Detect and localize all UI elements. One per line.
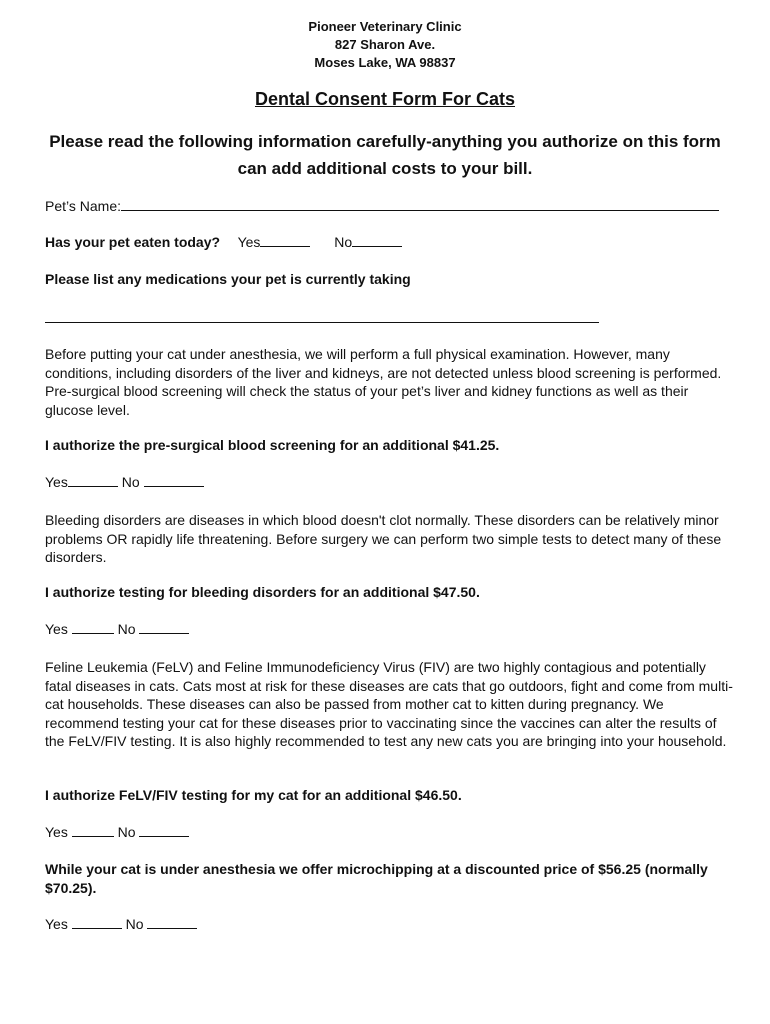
pet-name-field[interactable] <box>121 198 719 211</box>
medications-field[interactable] <box>45 310 599 323</box>
bleeding-disorders-text: Bleeding disorders are diseases in which blood doesn't clot normally. These disorders can be relatively minor problems OR rapidly life threatening. Before surgery we can perform two simple tests to detect many of these disorders. <box>45 512 722 565</box>
microchip-yes-field[interactable] <box>72 916 122 929</box>
bleeding-disorders-authorize: I authorize testing for bleeding disorders for an additional $47.50. <box>45 584 480 600</box>
eaten-no-field[interactable] <box>352 234 402 247</box>
microchip-no-label: No <box>125 916 144 932</box>
microchip-yes-label: Yes <box>45 916 68 932</box>
blood-screening-authorize: I authorize the pre-surgical blood screening for an additional $41.25. <box>45 437 500 453</box>
microchip-offer: While your cat is under anesthesia we offer microchipping at a discounted price of $56.25 (normally $70.25). <box>45 861 708 896</box>
clinic-city: Moses Lake, WA 98837 <box>314 55 456 70</box>
microchip-choice-row <box>45 916 197 932</box>
eaten-today-row <box>45 234 402 250</box>
medications-row <box>45 310 599 326</box>
bleeding-no-label: No <box>117 621 136 637</box>
blood-screening-no-label: No <box>121 474 140 490</box>
blood-screening-no-field[interactable] <box>144 474 204 487</box>
felv-yes-label: Yes <box>45 824 68 840</box>
clinic-address: 827 Sharon Ave. <box>334 37 436 52</box>
felv-no-field[interactable] <box>139 824 189 837</box>
bleeding-choice-row <box>45 621 189 637</box>
eaten-question: Has your pet eaten today? <box>45 234 221 250</box>
eaten-yes-label: Yes <box>237 234 261 250</box>
bleeding-yes-label: Yes <box>45 621 68 637</box>
blood-screening-yes-label: Yes <box>45 474 68 490</box>
pet-name-label: Pet’s Name: <box>45 198 121 214</box>
felv-fiv-authorize: I authorize FeLV/FIV testing for my cat for an additional $46.50. <box>45 787 462 803</box>
eaten-yes-field[interactable] <box>260 234 310 247</box>
clinic-header <box>0 18 770 72</box>
clinic-name: Pioneer Veterinary Clinic <box>308 19 462 34</box>
felv-no-label: No <box>117 824 136 840</box>
blood-screening-text: Before putting your cat under anesthesia, we will perform a full physical examination. However, many conditions, including disorders of the liver and kidneys, are not detected unless blood screening is performed. Pre-surgical blood screening will check the status of your pet’s liver and kidney functions as well as their glucose level. <box>45 346 722 418</box>
form-title: Dental Consent Form For Cats <box>254 89 516 109</box>
felv-fiv-text: Feline Leukemia (FeLV) and Feline Immunodeficiency Virus (FIV) are two highly contagious and potentially fatal diseases in cats. Cats most at risk for these diseases are cats that go outdoors, fight and come from multi-cat households. These diseases can also be passed from mother cat to kitten during pregnancy. We recommend testing your cat for these diseases prior to vaccinating since the vaccines can alter the results of the FeLV/FIV testing. It is also highly recommended to test any new cats you are bringing into your household. <box>45 659 733 749</box>
blood-screening-choice-row <box>45 474 204 490</box>
cost-warning: Please read the following information carefully-anything you authorize on this form can add additional costs to your bill. <box>49 132 721 178</box>
microchip-no-field[interactable] <box>147 916 197 929</box>
felv-choice-row <box>45 824 189 840</box>
blood-screening-yes-field[interactable] <box>68 474 118 487</box>
felv-yes-field[interactable] <box>72 824 114 837</box>
medications-label: Please list any medications your pet is currently taking <box>45 271 411 287</box>
bleeding-yes-field[interactable] <box>72 621 114 634</box>
eaten-no-label: No <box>334 234 353 250</box>
bleeding-no-field[interactable] <box>139 621 189 634</box>
pet-name-row <box>45 198 719 214</box>
